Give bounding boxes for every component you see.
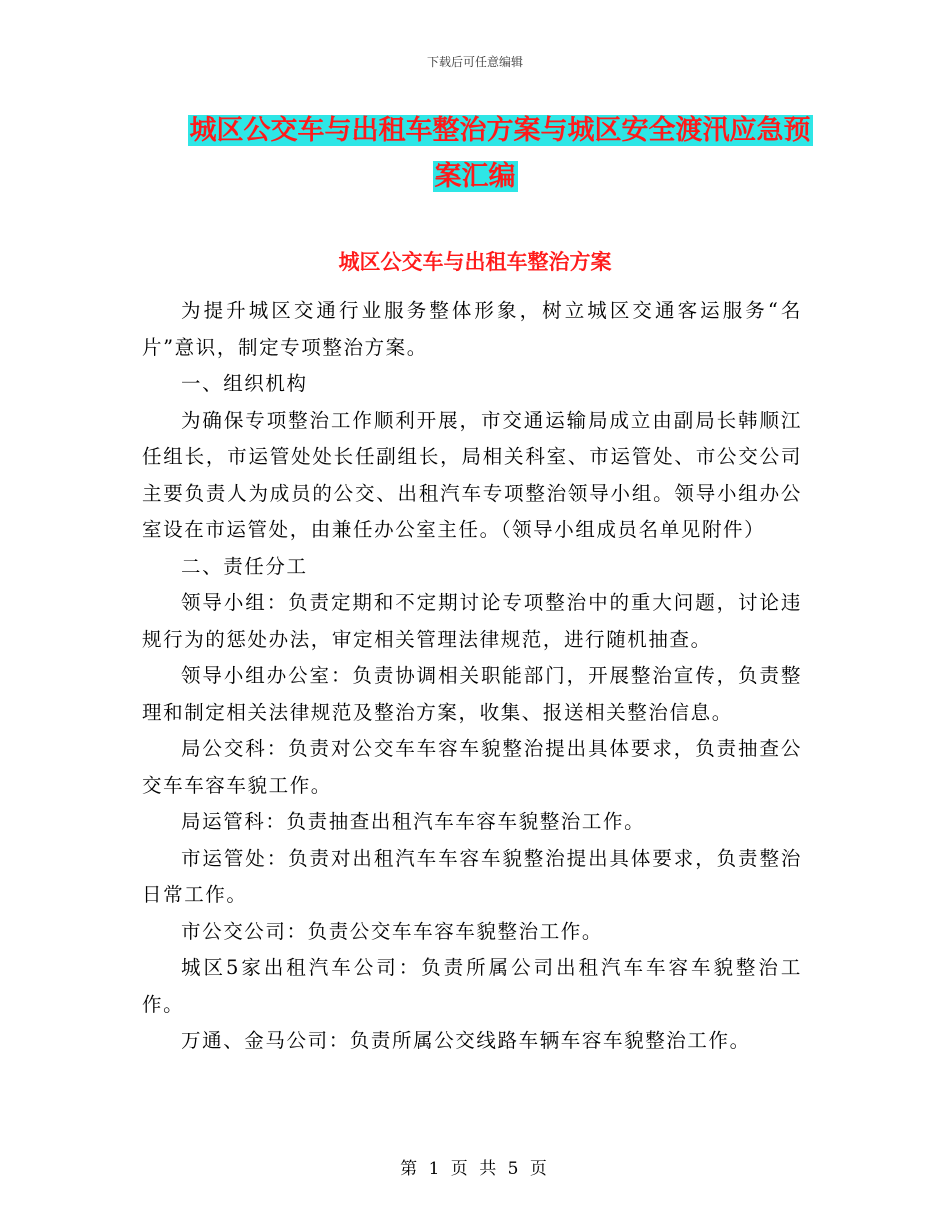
paragraph-bus-section: 局公交科：负责对公交车车容车貌整治提出具体要求，负责抽查公交车车容车貌工作。 [142,737,802,797]
document-title-line-2: 案汇编 [434,161,516,192]
paragraph-transport-office: 市运管处：负责对出租汽车车容车貌整治提出具体要求，负责整治日常工作。 [142,846,802,906]
header-note: 下载后可任意编辑 [426,55,523,69]
document-title-line-1: 城区公交车与出租车整治方案与城区安全渡汛应急预 [189,115,811,146]
page-footer: 第 1 页 共 5 页 [400,1159,550,1179]
document-body [142,293,802,1060]
paragraph-bus-company: 市公交公司：负责公交车车容车貌整治工作。 [181,919,604,943]
heading-responsibilities: 二、责任分工 [181,554,308,578]
paragraph-organization: 为确保专项整治工作顺利开展，市交通运输局成立由副局长韩顺江任组长，市运管处处长任副组长，局相关科室、市运管处、市公交公司主要负责人为成员的公交、出租汽车专项整治领导小组。领导小组办公室设在市运管处，由兼任办公室主任。（领导小组成员名单见附件） [142,408,802,541]
document-title [0,108,950,200]
paragraph-wantong-jinma: 万通、金马公司：负责所属公交线路车辆车容车貌整治工作。 [181,1029,751,1052]
paragraph-taxi-companies: 城区5家出租汽车公司：负责所属公司出租汽车车容车貌整治工作。 [142,956,802,1016]
paragraph-leading-group: 领导小组：负责定期和不定期讨论专项整治中的重大问题，讨论违规行为的惩处办法，审定相关管理法律规范，进行随机抽查。 [142,591,802,651]
paragraph-transport-section: 局运管科：负责抽查出租汽车车容车貌整治工作。 [181,810,646,833]
heading-organization: 一、组织机构 [181,372,308,395]
section-title: 城区公交车与出租车整治方案 [338,250,612,274]
paragraph-intro: 为提升城区交通行业服务整体形象，树立城区交通客运服务“名片”意识，制定专项整治方案。 [142,299,802,359]
paragraph-group-office: 领导小组办公室：负责协调相关职能部门，开展整治宣传，负责整理和制定相关法律规范及整治方案，收集、报送相关整治信息。 [142,664,802,724]
